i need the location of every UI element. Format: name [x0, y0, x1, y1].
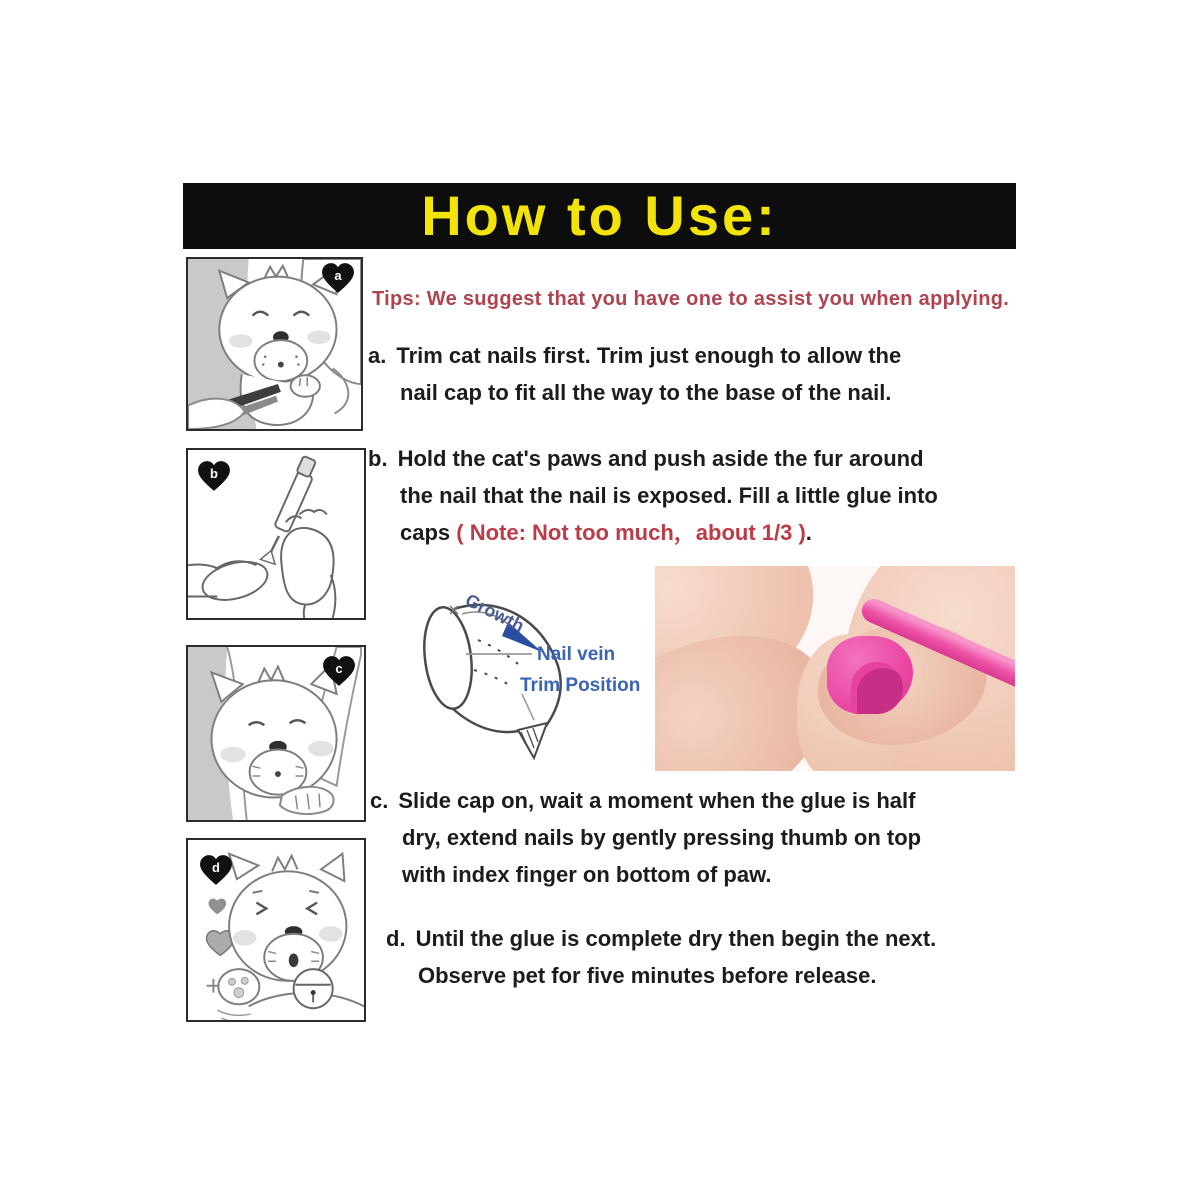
illustration-panel-d: [186, 838, 366, 1022]
nail-diagram: [406, 564, 664, 769]
step-a-heart-badge: [321, 262, 355, 294]
step-c-text: [370, 782, 921, 893]
step-b-line2: the nail that the nail is exposed. Fill a little glue into: [400, 483, 938, 508]
illustration-panel-b: [186, 448, 366, 620]
step-a-badge-letter: a: [334, 268, 342, 283]
growth-label: Growth: [462, 589, 528, 637]
step-a-label: a.: [368, 343, 387, 368]
photo-cap-curl: [851, 662, 903, 714]
illustration-panel-c: [186, 645, 366, 822]
step-b-line1: b. Hold the cat's paws and push aside the fur around: [368, 446, 924, 471]
step-c-badge-letter: c: [335, 661, 343, 676]
step-c-line3: with index finger on bottom of paw.: [402, 862, 772, 887]
step-a-text: [368, 337, 901, 411]
trim-position-label: Trim Position: [520, 675, 641, 696]
glue-application-photo: [655, 566, 1015, 771]
step-c-line2: dry, extend nails by gently pressing thumb on top: [402, 825, 922, 850]
tips-text: Tips: We suggest that you have one to assist you when applying.: [372, 288, 1010, 310]
step-d-line2: Observe pet for five minutes before release.: [418, 963, 877, 988]
step-d-line1: d. Until the glue is complete dry then begin the next.: [386, 926, 937, 951]
step-a-line1: a. Trim cat nails first. Trim just enough to allow the: [368, 343, 902, 368]
step-c-heart-badge: [322, 655, 356, 687]
page-title: How to Use:: [421, 184, 778, 247]
step-d-label: d.: [386, 926, 406, 951]
step-b-text: [368, 440, 938, 551]
nail-vein-label: Nail vein: [537, 644, 616, 665]
step-b-line3: caps ( Note: Not too much，about 1/3 ).: [400, 520, 812, 545]
step-d-badge-letter: d: [212, 860, 220, 875]
step-b-heart-badge: [197, 460, 231, 492]
step-d-text: [386, 920, 936, 994]
step-b-badge-letter: b: [210, 466, 218, 481]
illustration-panel-a: [186, 257, 363, 431]
step-c-label: c.: [370, 788, 389, 813]
step-b-label: b.: [368, 446, 388, 471]
step-d-heart-badge: [199, 854, 233, 886]
step-b-note: ( Note: Not too much，about 1/3 ): [456, 520, 806, 545]
claw-diagram: [406, 564, 664, 769]
step-a-line2: nail cap to fit all the way to the base of the nail.: [400, 380, 892, 405]
step-c-line1: c. Slide cap on, wait a moment when the glue is half: [370, 788, 916, 813]
header-bar: [183, 183, 1016, 249]
